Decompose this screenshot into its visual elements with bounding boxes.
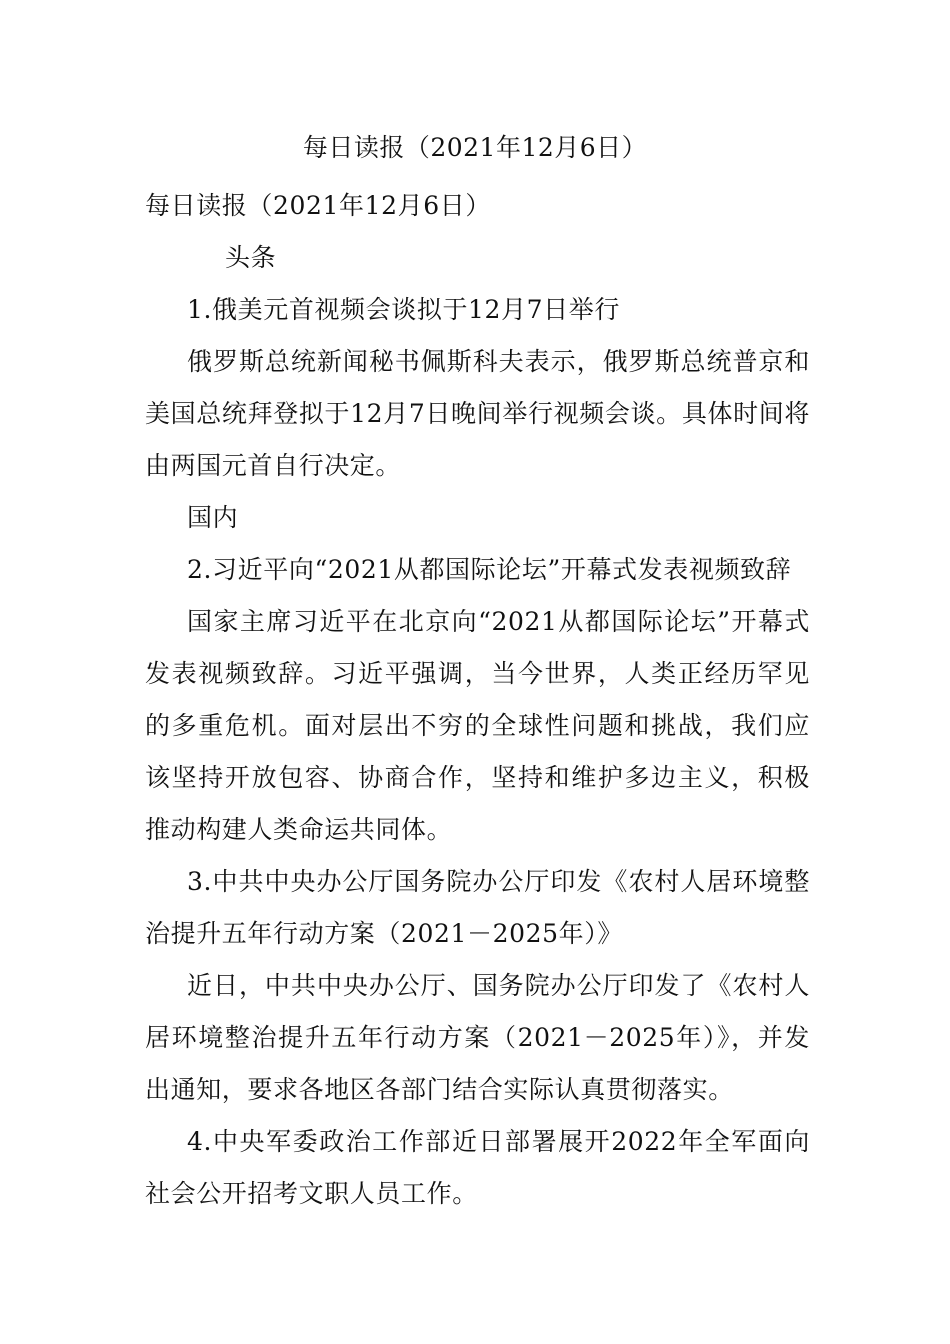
document-body [145,180,810,1220]
news-heading-4: 4.中央军委政治工作部近日部署展开2022年全军面向社会公开招考文职人员工作。 [145,1127,810,1208]
section-heading-headlines: 头条 [225,243,277,272]
news-heading-3: 3.中共中央办公厅国务院办公厅印发《农村人居环境整治提升五年行动方案（2021－2025年）》 [145,867,810,948]
news-heading-2: 2.习近平向“2021从都国际论坛”开幕式发表视频致辞 [187,555,792,584]
document-subtitle: 每日读报（2021年12月6日） [145,191,491,220]
news-heading-1: 1.俄美元首视频会谈拟于12月7日举行 [187,295,620,324]
section-heading-domestic: 国内 [187,503,239,532]
news-body-2: 国家主席习近平在北京向“2021从都国际论坛”开幕式发表视频致辞。习近平强调，当今世界，人类正经历罕见的多重危机。面对层出不穷的全球性问题和挑战，我们应该坚持开放包容、协商合作，坚持和维护多边主义，积极推动构建人类命运共同体。 [145,607,810,844]
news-body-1: 俄罗斯总统新闻秘书佩斯科夫表示，俄罗斯总统普京和美国总统拜登拟于12月7日晚间举行视频会谈。具体时间将由两国元首自行决定。 [145,347,810,480]
news-body-3: 近日，中共中央办公厅、国务院办公厅印发了《农村人居环境整治提升五年行动方案（2021－2025年）》，并发出通知，要求各地区各部门结合实际认真贯彻落实。 [145,971,810,1104]
page-title: 每日读报（2021年12月6日） [302,133,648,162]
